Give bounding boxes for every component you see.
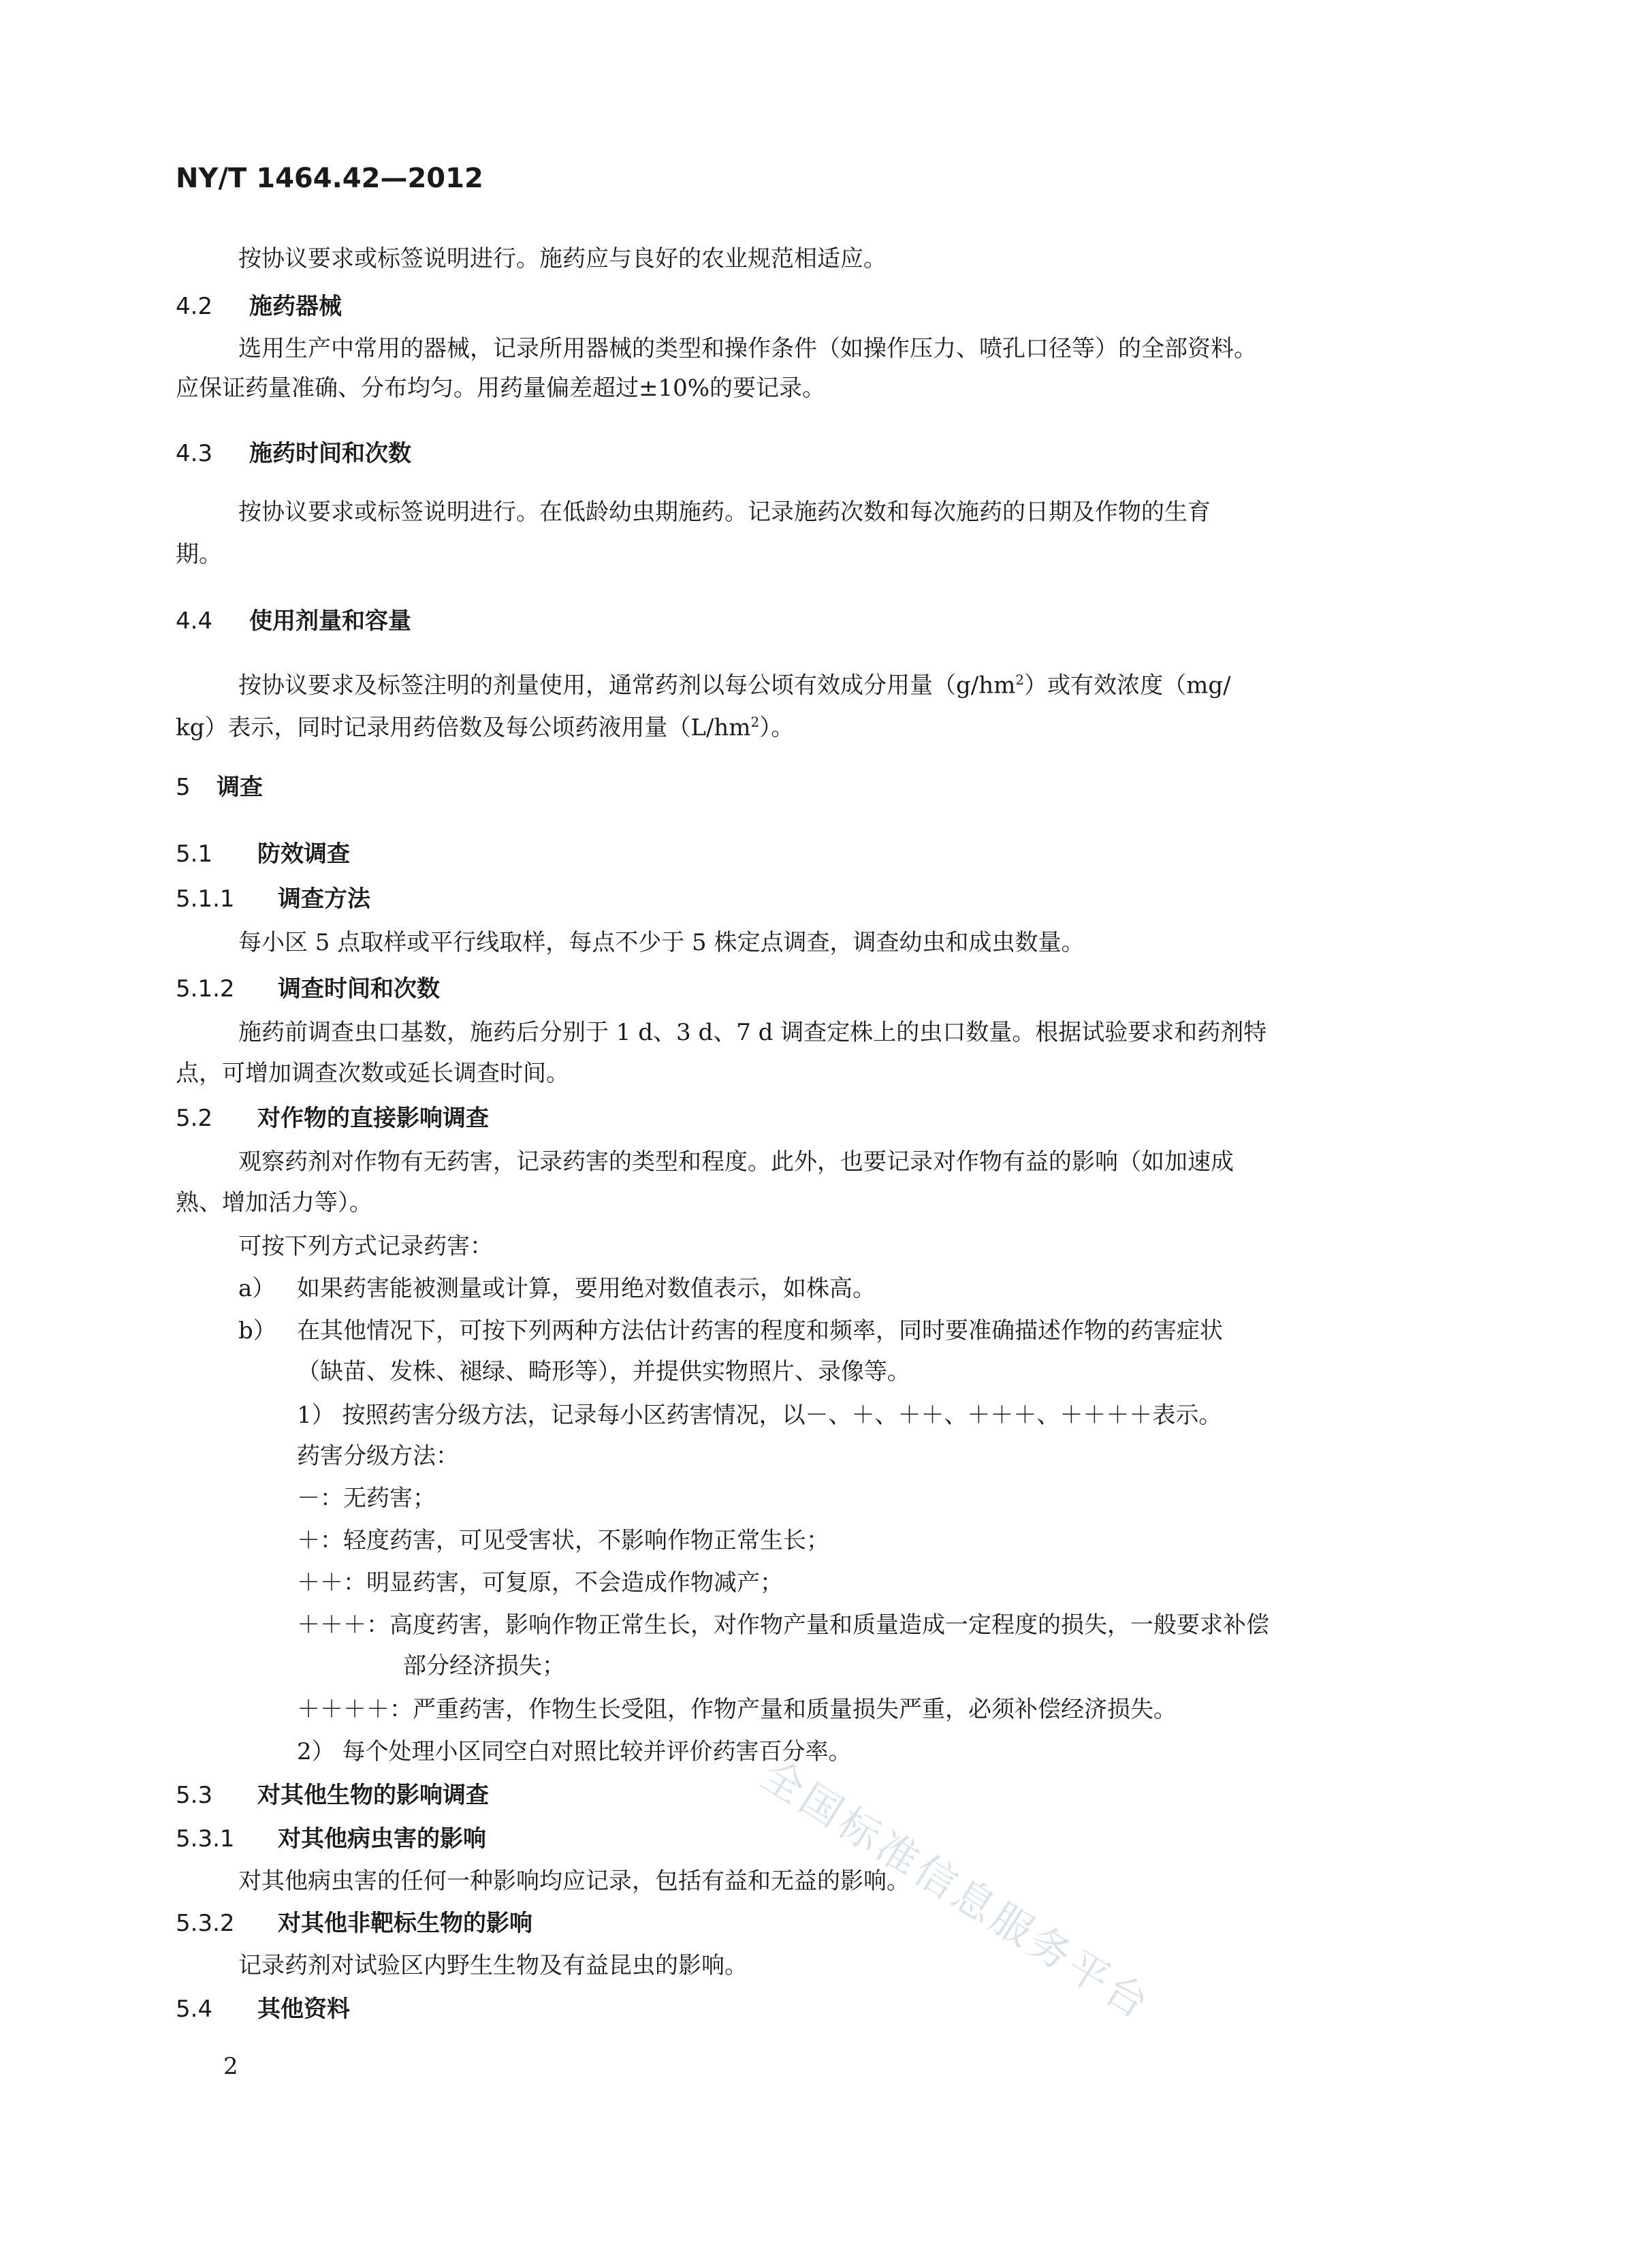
grade-none: －：无药害； xyxy=(297,1485,436,1512)
heading-5-3-1 xyxy=(176,1824,486,1854)
grade-high: ＋＋＋：高度药害，影响作物正常生长，对作物产量和质量造成一定程度的损失，一般要求补偿 xyxy=(297,1611,1269,1639)
heading-5-3-2 xyxy=(176,1908,532,1938)
paragraph-line xyxy=(176,707,794,742)
paragraph-line: 熟、增加活力等）。 xyxy=(176,1189,372,1216)
paragraph-line xyxy=(238,665,1231,700)
list-item-a xyxy=(238,1274,876,1304)
heading-5-1-1 xyxy=(176,884,370,914)
heading-title: 调查方法 xyxy=(278,885,370,913)
heading-number: 5.1.1 xyxy=(176,885,235,913)
heading-number: 5.3 xyxy=(176,1782,213,1809)
paragraph-4-1: 按协议要求或标签说明进行。施药应与良好的农业规范相适应。 xyxy=(238,245,887,272)
heading-title: 防效调查 xyxy=(257,840,350,868)
heading-number: 5.1 xyxy=(176,840,213,868)
heading-title: 使用剂量和容量 xyxy=(249,608,411,635)
paragraph-line: 选用生产中常用的器械，记录所用器械的类型和操作条件（如操作压力、喷孔口径等）的全部资料。 xyxy=(238,335,1257,362)
heading-5 xyxy=(176,772,263,802)
grade-mild: ＋：轻度药害，可见受害状，不影响作物正常生长； xyxy=(297,1527,829,1554)
paragraph-line: 按协议要求或标签说明进行。在低龄幼虫期施药。记录施药次数和每次施药的日期及作物的生育 xyxy=(238,499,1211,526)
paragraph-line: 部分经济损失； xyxy=(403,1652,565,1680)
heading-number: 5 xyxy=(176,774,191,801)
paragraph-line: （缺苗、发株、褪绿、畸形等），并提供实物照片、录像等。 xyxy=(297,1358,910,1385)
paragraph-line: 应保证药量准确、分布均匀。用药量偏差超过±10%的要记录。 xyxy=(176,375,826,402)
heading-5-2 xyxy=(176,1103,489,1133)
heading-title: 对其他非靶标生物的影响 xyxy=(278,1910,532,1937)
heading-title: 其他资料 xyxy=(257,1996,350,2023)
text-fragment: ）或有效浓度（mg/ xyxy=(1024,672,1231,699)
heading-title: 对其他生物的影响调查 xyxy=(257,1782,489,1809)
heading-title: 施药时间和次数 xyxy=(249,440,411,467)
heading-title: 调查 xyxy=(217,774,263,801)
paragraph-line: 记录药剂对试验区内野生生物及有益昆虫的影响。 xyxy=(238,1952,748,1979)
page-number: 2 xyxy=(223,2053,238,2080)
paragraph-line: 期。 xyxy=(176,541,222,568)
grade-obvious: ＋＋：明显药害，可复原，不会造成作物减产； xyxy=(297,1569,783,1596)
heading-number: 5.3.1 xyxy=(176,1825,235,1853)
standard-number: NY/T 1464.42—2012 xyxy=(176,163,483,194)
heading-5-1 xyxy=(176,839,350,869)
watermark: 全国标准信息服务平台 xyxy=(753,1751,1160,2030)
paragraph-line: 观察药剂对作物有无药害，记录药害的类型和程度。此外，也要记录对作物有益的影响（如加速成 xyxy=(238,1148,1234,1176)
heading-number: 4.4 xyxy=(176,608,213,635)
list-marker: b） xyxy=(238,1317,276,1344)
sub-item-1: 1） 按照药害分级方法，记录每小区药害情况，以－、＋、＋＋、＋＋＋、＋＋＋＋表示。 xyxy=(297,1402,1222,1429)
superscript: 2 xyxy=(1015,672,1025,688)
list-text: 如果药害能被测量或计算，要用绝对数值表示，如株高。 xyxy=(297,1275,876,1302)
heading-title: 调查时间和次数 xyxy=(278,975,440,1003)
text-fragment: 按协议要求及标签注明的剂量使用，通常药剂以每公顷有效成分用量（g/hm xyxy=(238,672,1016,699)
heading-number: 5.3.2 xyxy=(176,1910,235,1937)
heading-5-3 xyxy=(176,1780,489,1810)
heading-4-4 xyxy=(176,606,411,636)
heading-title: 施药器械 xyxy=(249,293,342,320)
grade-severe: ＋＋＋＋：严重药害，作物生长受阻，作物产量和质量损失严重，必须补偿经济损失。 xyxy=(297,1696,1177,1723)
heading-title: 对作物的直接影响调查 xyxy=(257,1105,489,1132)
heading-4-2 xyxy=(176,292,342,321)
list-marker: a） xyxy=(238,1275,276,1302)
list-item-b xyxy=(238,1316,1223,1346)
grade-method-title: 药害分级方法： xyxy=(297,1443,459,1470)
heading-title: 对其他病虫害的影响 xyxy=(278,1825,486,1853)
paragraph-line: 点，可增加调查次数或延长调查时间。 xyxy=(176,1060,569,1087)
list-text: 在其他情况下，可按下列两种方法估计药害的程度和频率，同时要准确描述作物的药害症状 xyxy=(297,1317,1223,1344)
superscript: 2 xyxy=(750,714,760,730)
sub-item-2: 2） 每个处理小区同空白对照比较并评价药害百分率。 xyxy=(297,1738,852,1765)
heading-5-1-2 xyxy=(176,974,440,1004)
text-fragment: ）。 xyxy=(759,714,795,742)
heading-number: 5.2 xyxy=(176,1105,213,1132)
text-fragment: kg）表示，同时记录用药倍数及每公顷药液用量（L/hm xyxy=(176,714,751,742)
heading-number: 5.1.2 xyxy=(176,975,235,1003)
heading-number: 5.4 xyxy=(176,1996,213,2023)
heading-4-3 xyxy=(176,439,411,469)
heading-5-4 xyxy=(176,1994,350,2024)
heading-number: 4.3 xyxy=(176,440,213,467)
heading-number: 4.2 xyxy=(176,293,213,320)
paragraph-line: 可按下列方式记录药害： xyxy=(238,1233,493,1260)
paragraph-line: 施药前调查虫口基数，施药后分别于 1 d、3 d、7 d 调查定株上的虫口数量。根据试验要求和药剂特 xyxy=(238,1019,1267,1046)
paragraph-line: 每小区 5 点取样或平行线取样，每点不少于 5 株定点调查，调查幼虫和成虫数量。 xyxy=(238,929,1085,956)
paragraph-line: 对其他病虫害的任何一种影响均应记录，包括有益和无益的影响。 xyxy=(238,1868,910,1895)
